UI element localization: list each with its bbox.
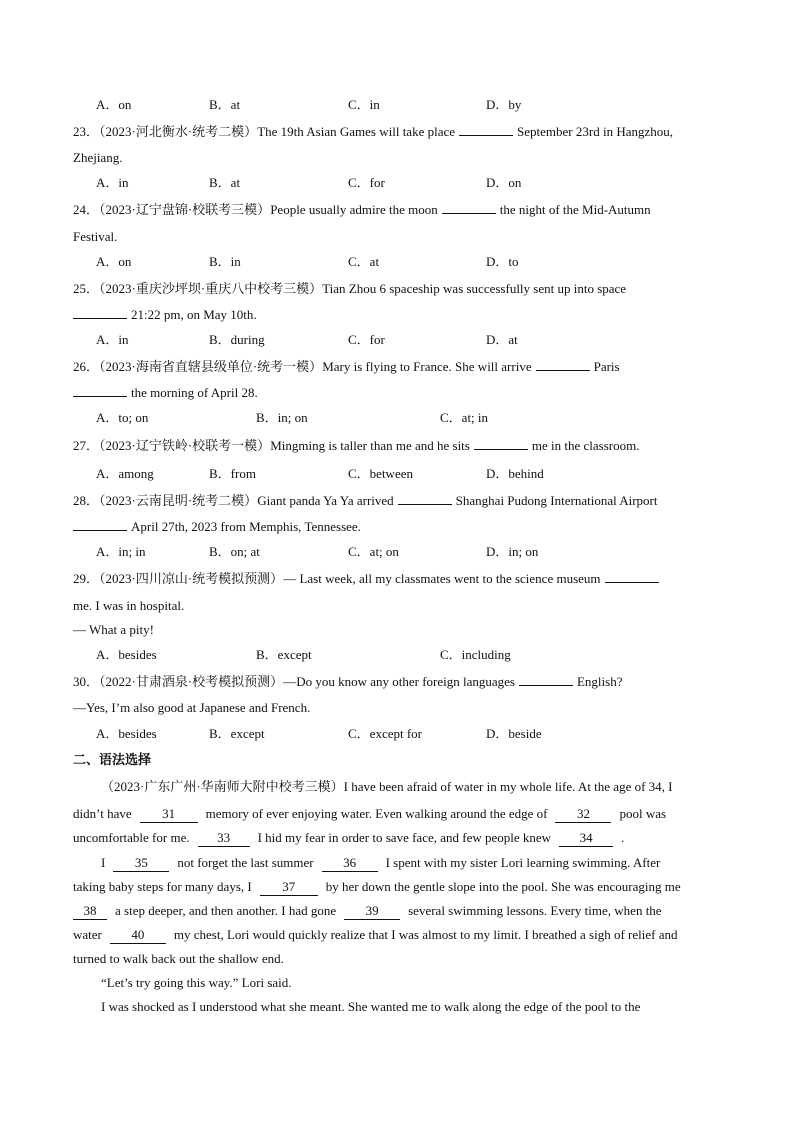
q23-options [0, 174, 794, 192]
option: B．except [256, 647, 312, 662]
option: C．in [348, 97, 380, 112]
question-source: （2023·四川凉山·统考模拟预测） [99, 571, 284, 586]
passage-line: didn’t have 31 memory of ever enjoying water. Even walking around the edge of 32 pool was [73, 806, 667, 821]
answer-blank [73, 384, 127, 397]
q27-options [0, 465, 794, 483]
q28-line2: April 27th, 2023 from Memphis, Tennessee. [73, 518, 733, 536]
q25-line1: 25．（2023·重庆沙坪坝·重庆八中校考三模）Tian Zhou 6 spaceship was successfully sent up into space [73, 281, 627, 296]
option: C．for [348, 175, 385, 190]
option: B．from [209, 466, 256, 481]
question-number: 29． [73, 571, 100, 586]
passage-line: turned to walk back out the shallow end. [73, 951, 284, 966]
option: D．in; on [486, 544, 539, 559]
option: D．to [486, 254, 519, 269]
question-source: （2023·重庆沙坪坝·重庆八中校考三模） [99, 281, 323, 296]
answer-blank [398, 492, 452, 505]
question-source: （2023·河北衡水·统考二模） [99, 124, 258, 139]
passage-line: taking baby steps for many days, I 37 by her down the gentle slope into the pool. She was encouraging me [73, 879, 681, 894]
option: A．besides [96, 726, 157, 741]
answer-blank [442, 201, 496, 214]
option: A．to; on [96, 410, 149, 425]
question-source: （2022·甘肃酒泉·校考模拟预测） [99, 674, 284, 689]
answer-blank [73, 518, 127, 531]
option: C．except for [348, 726, 423, 741]
passage-line: water 40 my chest, Lori would quickly realize that I was almost to my limit. I breathed a sigh of relief and [73, 927, 678, 942]
q29-line2: me. I was in hospital. [73, 598, 185, 613]
option: D．by [486, 97, 522, 112]
option: A．besides [96, 647, 157, 662]
q24-line1: 24．（2023·辽宁盘锦·校联考三模）People usually admire the moon the night of the Mid-Autumn [73, 202, 651, 217]
option: B．during [209, 332, 265, 347]
option: A．on [96, 97, 132, 112]
q22-options [0, 96, 794, 114]
numbered-blank: 32 [555, 806, 611, 823]
q24-options [0, 253, 794, 271]
question-source: （2023·云南昆明·统考二模） [99, 493, 258, 508]
q26-line2: the morning of April 28. [73, 384, 733, 402]
q28-line1: 28．（2023·云南昆明·统考二模）Giant panda Ya Ya arrived Shanghai Pudong International Airport [73, 493, 658, 508]
answer-blank [605, 570, 659, 583]
q30-line1: 30．（2022·甘肃酒泉·校考模拟预测）—Do you know any other foreign languages English? [73, 674, 623, 689]
question-number: 26． [73, 359, 100, 374]
question-number: 25． [73, 281, 100, 296]
numbered-blank: 34 [559, 830, 613, 847]
numbered-blank: 39 [344, 903, 400, 920]
passage-line: I was shocked as I understood what she meant. She wanted me to walk along the edge of the pool to the [101, 999, 641, 1014]
option: B．at [209, 175, 241, 190]
option: C．between [348, 466, 413, 481]
question-number: 28． [73, 493, 100, 508]
option: D．beside [486, 726, 542, 741]
option: A．in [96, 332, 129, 347]
question-source: （2023·辽宁铁岭·校联考一模） [99, 438, 271, 453]
question-number: 30． [73, 674, 100, 689]
q23-line2: Zhejiang. [73, 150, 123, 165]
numbered-blank: 33 [198, 830, 250, 847]
option: A．in [96, 175, 129, 190]
option: C．at; in [440, 410, 489, 425]
q24-line2: Festival. [73, 229, 118, 244]
section-title: 二、语法选择 [73, 753, 152, 768]
option: C．at [348, 254, 380, 269]
q27-line1: 27．（2023·辽宁铁岭·校联考一模）Mingming is taller than me and he sits me in the classroom. [73, 438, 640, 453]
q29-line1: 29．（2023·四川凉山·统考模拟预测）— Last week, all my classmates went to the science museum [73, 570, 733, 588]
option: B．except [209, 726, 265, 741]
numbered-blank: 35 [113, 855, 169, 872]
option: A．on [96, 254, 132, 269]
answer-blank [536, 358, 590, 371]
option: C．at; on [348, 544, 399, 559]
option: B．on; at [209, 544, 260, 559]
q26-options [0, 409, 794, 427]
q26-line1: 26．（2023·海南省直辖县级单位·统考一模）Mary is flying to France. She will arrive Paris [73, 359, 620, 374]
q29-options [0, 646, 794, 664]
option: B．in; on [256, 410, 308, 425]
option: D．on [486, 175, 522, 190]
q28-options [0, 543, 794, 561]
numbered-blank: 38 [73, 903, 107, 920]
option: B．at [209, 97, 241, 112]
passage-line: 38 a step deeper, and then another. I had gone 39 several swimming lessons. Every time, when the [73, 902, 723, 920]
passage-line: uncomfortable for me. 33 I hid my fear in order to save face, and few people knew 34 . [73, 830, 625, 845]
option: B．in [209, 254, 241, 269]
question-source: （2023·海南省直辖县级单位·统考一模） [99, 359, 323, 374]
question-source: （2023·辽宁盘锦·校联考三模） [99, 202, 271, 217]
answer-blank [519, 673, 573, 686]
option: D．at [486, 332, 518, 347]
q25-line2: 21:22 pm, on May 10th. [73, 306, 733, 324]
numbered-blank: 31 [140, 806, 198, 823]
numbered-blank: 40 [110, 927, 166, 944]
option: A．in; in [96, 544, 146, 559]
question-number: 24． [73, 202, 100, 217]
q25-options [0, 331, 794, 349]
option: A．among [96, 466, 154, 481]
numbered-blank: 37 [260, 879, 318, 896]
option: D．behind [486, 466, 544, 481]
question-number: 23． [73, 124, 100, 139]
q29-line3: — What a pity! [73, 622, 154, 637]
q30-line2: —Yes, I’m also good at Japanese and French. [73, 700, 311, 715]
answer-blank [459, 123, 513, 136]
passage-line: （2023·广东广州·华南师大附中校考三模）I have been afraid of water in my whole life. At the age of 34, I [101, 779, 673, 794]
question-number: 27． [73, 438, 100, 453]
passage-line: “Let’s try going this way.” Lori said. [101, 975, 292, 990]
passage-line: I 35 not forget the last summer 36 I spent with my sister Lori learning swimming. After [101, 855, 661, 870]
numbered-blank: 36 [322, 855, 378, 872]
q30-options [0, 725, 794, 743]
answer-blank [474, 437, 528, 450]
option: C．including [440, 647, 511, 662]
q23-line1: 23．（2023·河北衡水·统考二模）The 19th Asian Games will take place September 23rd in Hangzhou, [73, 124, 673, 139]
answer-blank [73, 306, 127, 319]
option: C．for [348, 332, 385, 347]
